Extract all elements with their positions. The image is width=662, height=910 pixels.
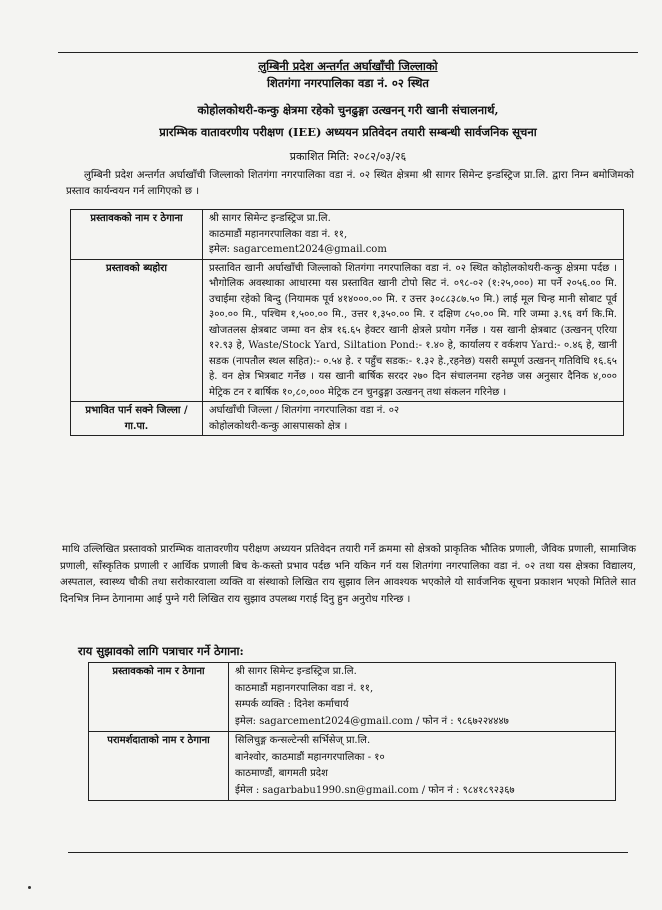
published-date: प्रकाशित मिति: २०८२/०३/२६ (289, 150, 407, 163)
proposer-details (203, 210, 624, 260)
proposer-email: इमेल: sagarcement2024@gmail.com (209, 244, 387, 255)
proposer-label: प्रस्तावकको नाम र ठेगाना (71, 210, 203, 260)
consultant-address: बानेश्वोर, काठमाडौं महानगरपालिका - १० (235, 751, 385, 763)
consultant-province: काठमाण्डौं, बागमती प्रदेश (235, 768, 328, 779)
affected-area-details (203, 402, 624, 436)
proposer-name: श्री सागर सिमेन्ट इन्डस्ट्रिज प्रा.लि. (209, 213, 331, 224)
consultant-email-phone: ईमेल : sagarbabu1990.sn@gmail.com / फोन नं : ९८४१८९२३६७ (235, 784, 515, 796)
contact-proposer-address: काठमाडौं महानगरपालिका वडा नं. ११, (235, 682, 374, 694)
intro-paragraph: लुम्बिनी प्रदेश अन्तर्गत अर्घाखाँची जिल्लाको शितगंगा नगरपालिका वडा नं. ०२ स्थित क्षेत्रमा श्री सागर सिमेन्ट इन्डस्ट्रिज प्रा.लि. द्वारा निम्न बमोजिमको प्रस्ताव कार्यन्वयन गर्न लागिएको छ । (66, 170, 634, 197)
suggestion-heading: राय सुझावको लागि पत्राचार गर्ने ठेगाना: (78, 644, 244, 658)
scan-speck (28, 886, 31, 889)
table-row (71, 402, 624, 436)
table-row (71, 259, 624, 402)
table-row (71, 210, 624, 260)
contact-person: सम्पर्क व्यक्ति : दिनेश कर्माचार्य (235, 699, 349, 710)
contact-proposer-email-phone: इमेल: sagarcement2024@gmail.com / फोन नं : ९८६७२२४४४७ (235, 715, 509, 727)
notice-page (58, 52, 638, 872)
affected-area-label: प्रभावित पार्न सक्ने जिल्ला / गा.पा. (71, 402, 203, 436)
header-line-3: कोहोलकोथरी-कन्कु क्षेत्रमा रहेको चुनढुङ्गा उत्खनन् गरी खानी संचालनार्थ, (197, 103, 499, 117)
contact-proposer-label: प्रस्तावकको नाम र ठेगाना (89, 663, 229, 732)
table-row (89, 732, 616, 801)
proposal-description-label: प्रस्तावको ब्यहोरा (71, 259, 203, 402)
contact-table (88, 662, 616, 801)
consultant-label: परामर्शदाताको नाम र ठेगाना (89, 732, 229, 801)
header-line-1: लुम्बिनी प्रदेश अन्तर्गत अर्घाखाँची जिल्लाको (258, 59, 438, 73)
proposer-address: काठमाडौं महानगरपालिका वडा नं. ११, (209, 228, 348, 240)
affected-district: अर्घाखाँची जिल्ला / शितगंगा नगरपालिका वडा नं. ०२ (209, 405, 400, 416)
contact-proposer-details (229, 663, 616, 732)
contact-proposer-name: श्री सागर सिमेन्ट इन्डस्ट्रिज प्रा.लि. (235, 666, 357, 677)
consultant-details (229, 732, 616, 801)
top-rule (58, 52, 638, 53)
consultant-name: सिलिचुङ्ग कन्सल्टेन्सी सर्भिसेज् प्रा.लि. (235, 735, 371, 746)
bottom-rule (68, 852, 628, 853)
table-row (89, 663, 616, 732)
affected-locality: कोहोलकोथरी-कन्कु आसपासको क्षेत्र । (209, 420, 348, 432)
proposal-description: प्रस्तावित खानी अर्घाखाँची जिल्लाको शितगंगा नगरपालिका वडा नं. ०२ स्थित कोहोलकोथरी-कन्कु क्षेत्रमा पर्दछ । भौगोलिक अवस्थाका आधारमा यस प्रस्तावित खानी टोपो सिट नं. ०९८-०२ (१:२५,०००) मा पर्ने २०५६.०० मि. उचाईमा रहेको बिन्दु (नियामक पूर्व ४१४०००.०० मि. र उत्तर ३०८८३८७.५० मि.) लाई मूल चिन्ह मानी सोबाट पूर्व ३००.०० मि., पश्चिम १,५००.०० मि., उत्तर १,३५०.०० मि. र दक्षिण ८५०.०० मि. गरि जम्मा ३.९६ वर्ग कि.मि. खोजतलस क्षेत्रबाट जम्मा वन क्षेत्र १६.६५ हेक्टर खानी क्षेत्रले प्रयोग गर्नेछ । यस खानी क्षेत्रबाट (उत्खनन् एरिया १२.९३ हे, Waste/Stock Yard, Siltation Pond:- १.४० हे, कार्यालय र वर्कशप Yard:- ०.४६ हे, खानी सडक (नापतौल स्थल सहित):- ०.५४ हे. र पहुँच सडक:- १.३२ हे.,रहनेछ) यसरी सम्पूर्ण उत्खनन् गतिविधि १६.६५ हे. वन क्षेत्र भित्रबाट गर्नेछ । यस खानी बार्षिक सरदर २७० दिन संचालनमा रहनेछ जस अनुसार दैनिक ४,००० मेट्रिक टन र बार्षिक १०,८०,००० मेट्रिक टन चुनढुङ्गा उत्खनन् तथा संकलन गरिनेछ । (203, 259, 624, 402)
header-line-2: शितगंगा नगरपालिका वडा नं. ०२ स्थित (267, 76, 429, 90)
request-paragraph: माथि उल्लिखित प्रस्तावको प्रारम्भिक वातावरणीय परीक्षण अध्ययन प्रतिवेदन तयारी गर्ने क्रममा सो क्षेत्रको प्राकृतिक भौतिक प्रणाली, जैविक प्रणाली, सामाजिक प्रणाली, साँस्कृतिक प्रणाली र आर्थिक प्रणाली बिच के-कस्तो प्रभाव पर्दछ भनि यकिन गर्न यस शितगंगा नगरपालिका वडा नं. ०२ तथा यस क्षेत्रका विद्यालय, अस्पताल, स्वास्थ्य चौकी तथा सरोकारवाला व्यक्ति वा संस्थाको लिखित राय सुझाव लिन आवश्यक भएकोले यो सार्वजनिक सूचना प्रकाशन भएको मितिले सात दिनभित्र निम्न ठेगानामा आई पुग्ने गरी लिखित राय सुझाव उपलब्ध गराई दिनु हुन अनुरोध गरिन्छ । (60, 544, 636, 605)
header-line-4: प्रारम्भिक वातावरणीय परीक्षण (IEE) अध्ययन प्रतिवेदन तयारी सम्बन्धी सार्वजनिक सूचना (159, 125, 537, 139)
proposal-table (70, 209, 624, 436)
